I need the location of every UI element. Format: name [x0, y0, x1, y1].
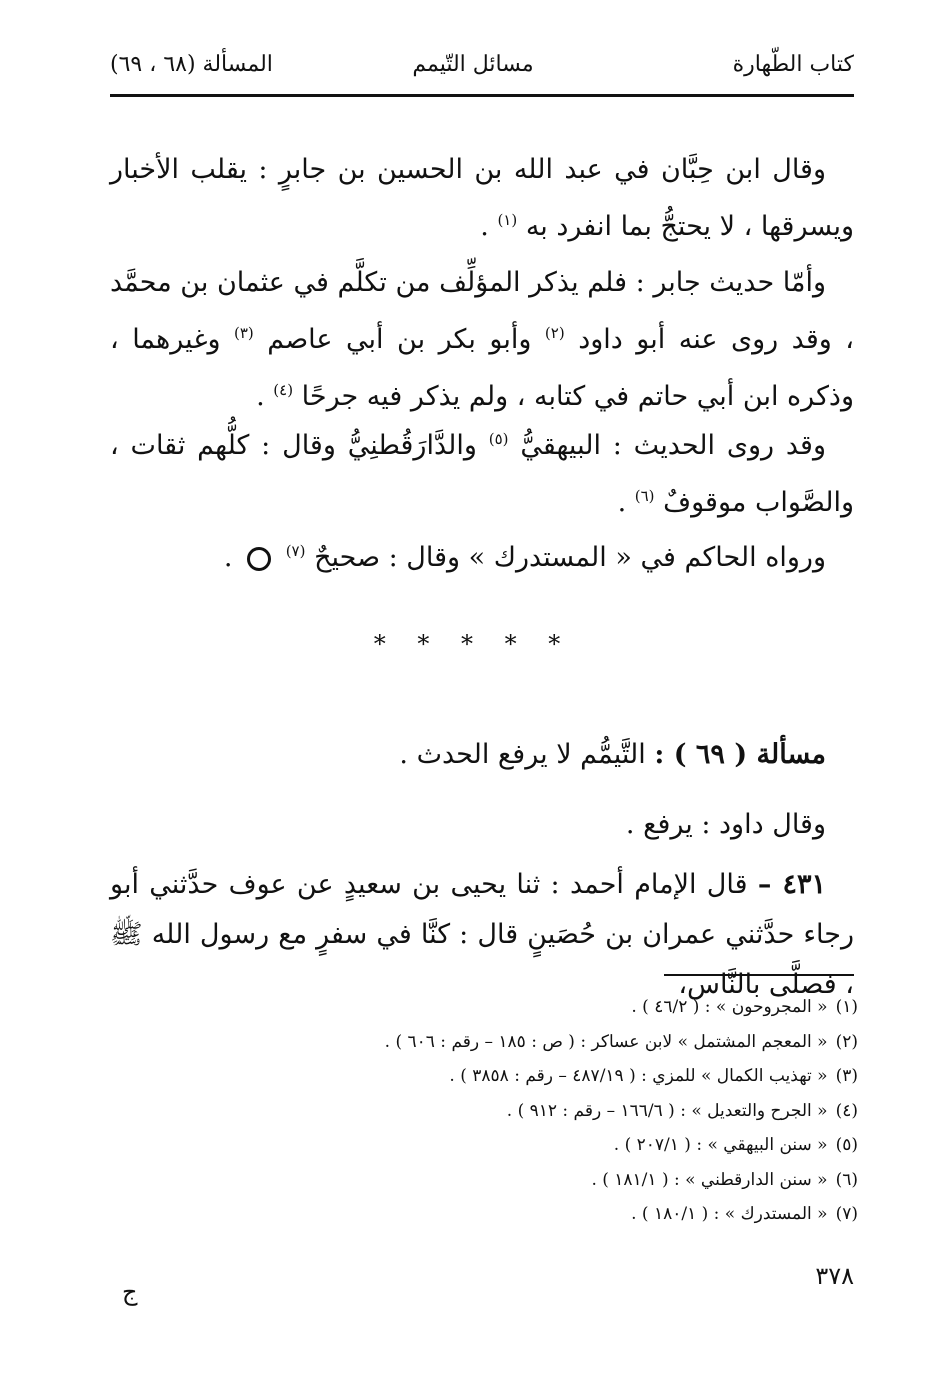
paragraph-text-a: وأمّا حديث جابر : فلم يذكر المؤلِّف من تكلَّم في عثمان بن محمَّد ، وقد روى عنه أبو داود — [110, 267, 854, 355]
header-book-title: كتاب الطّهارة — [732, 52, 854, 77]
footnote-number: (٣) — [835, 1066, 858, 1086]
footnote-text: « تهذيب الكمال » للمزي : ( ٤٨٧/١٩ – رقم : ٣٨٥٨ ) . — [449, 1066, 828, 1086]
footnote-item — [110, 1025, 858, 1060]
paragraph-text: قال الإمام أحمد : ثنا يحيى بن سعيدٍ عن عوف حدَّثني أبو رجاء حدَّثني عمران بن حُصَينٍ قال : كنَّا في سفرٍ مع رسول الله ﷺ ، فصلَّى بالنَّاس، — [110, 869, 854, 1000]
footnote-text: « المعجم المشتمل » لابن عساكر : ( ص : ١٨٥ – رقم : ٦٠٦ ) . — [384, 1031, 828, 1052]
footnote-number: (١) — [835, 997, 858, 1017]
section-separator-stars: * * * * * — [373, 630, 573, 658]
signature-mark: ج — [122, 1278, 138, 1306]
paragraph-text-b: والدَّارَقُطنِيُّ وقال : كلُّهم ثقات ، والصَّواب موقوفٌ — [110, 430, 854, 518]
paragraph-text-c: وغيرهما ، وذكره ابن أبي حاتم في كتابه ، ولم يذكر فيه جرحًا — [110, 324, 854, 412]
issue-label: مسألة ( ٦٩ ) : — [654, 739, 826, 770]
footnote-ref-2: (٢) — [544, 324, 565, 342]
footnotes-rule — [664, 974, 854, 976]
paragraph-text: وقال ابن حِبَّان في عبد الله بن الحسين بن جابرٍ : يقلب الأخبار ويسرقها ، لا يحتجُّ بما انفرد به — [110, 154, 854, 242]
footnote-item — [110, 1128, 858, 1163]
footnote-number: (٤) — [835, 1100, 858, 1121]
footnote-text: « سنن الدارقطني » : ( ١٨١/١ ) . — [591, 1169, 828, 1190]
issue-heading — [110, 730, 854, 780]
paragraph-narrators: وقد روى الحديث : البيهقيُّ $^{(٥)}$ والدَّارَقُطنِيُّ وقال : كلُّهم ثقات ، والصَّواب موقوفٌ $^{(٦)}$ . — [110, 430, 854, 518]
footnote-number: (٧) — [835, 1204, 858, 1224]
footnote-ref-3: (٣) — [234, 324, 254, 342]
paragraph-ibn-hibban: وقال ابن حِبَّان في عبد الله بن الحسين بن جابرٍ : يقلب الأخبار ويسرقها ، لا يحتجُّ بما انفرد به $^{(١)}$ . — [110, 154, 854, 242]
footnotes-list — [110, 990, 858, 1232]
paragraph-hadith-431 — [110, 860, 854, 1010]
paragraph-text: وقال داود : يرفع . — [625, 809, 826, 840]
footnote-number: (٢) — [835, 1031, 858, 1052]
section-end-circle-icon — [247, 547, 271, 571]
footnote-text: « سنن البيهقي » : ( ٢٠٧/١ ) . — [613, 1135, 828, 1155]
issue-text: التَّيمُّم لا يرفع الحدث . — [399, 739, 646, 770]
header-section-title: مسائل التّيمم — [412, 52, 534, 77]
footnote-ref-6: (٦) — [634, 487, 655, 505]
footnote-text: « المستدرك » : ( ١٨٠/١ ) . — [631, 1204, 828, 1224]
header-rule — [110, 94, 854, 97]
paragraph-text-b: وأبو بكر بن أبي عاصم — [267, 324, 532, 355]
paragraph-text-a: وقد روى الحديث : البيهقيُّ — [520, 430, 826, 461]
footnote-item — [110, 990, 858, 1025]
footnote-ref-4: (٤) — [273, 381, 294, 399]
footnote-number: (٥) — [835, 1135, 858, 1155]
footnote-ref-5: (٥) — [488, 430, 509, 448]
footnote-text: « المجروحون » : ( ٤٦/٢ ) . — [631, 997, 828, 1017]
header-issue-range: المسألة (٦٨ ، ٦٩) — [110, 52, 273, 77]
paragraph-hakim: ورواه الحاكم في « المستدرك » وقال : صحيحٌ $^{(٧)}$ . — [223, 542, 826, 573]
footnote-item — [110, 1094, 858, 1129]
paragraph-dawud — [110, 800, 854, 850]
footnote-item — [110, 1197, 858, 1232]
footnote-text: « الجرح والتعديل » : ( ١٦٦/٦ – رقم : ٩١٢ ) . — [506, 1100, 828, 1121]
paragraph-jabir-hadith: وأمّا حديث جابر : فلم يذكر المؤلِّف من تكلَّم في عثمان بن محمَّد ، وقد روى عنه أبو داود $^{(٢)}$ وأبو بكر بن أبي عاصم $^{(٣)}$ وغيرهما ، وذكره ابن أبي حاتم في كتابه ، ولم يذكر فيه جرحًا $^{(٤)}$ . — [110, 267, 854, 412]
paragraph-text: ورواه الحاكم في « المستدرك » وقال : صحيحٌ — [314, 542, 826, 573]
page-number: ٣٧٨ — [815, 1262, 854, 1290]
footnote-number: (٦) — [835, 1169, 858, 1190]
hadith-number: ٤٣١ – — [757, 869, 826, 900]
footnote-ref-7: (٧) — [285, 542, 306, 560]
footnote-item — [110, 1163, 858, 1198]
footnote-ref-1: (١) — [497, 211, 518, 229]
footnote-item — [110, 1059, 858, 1094]
